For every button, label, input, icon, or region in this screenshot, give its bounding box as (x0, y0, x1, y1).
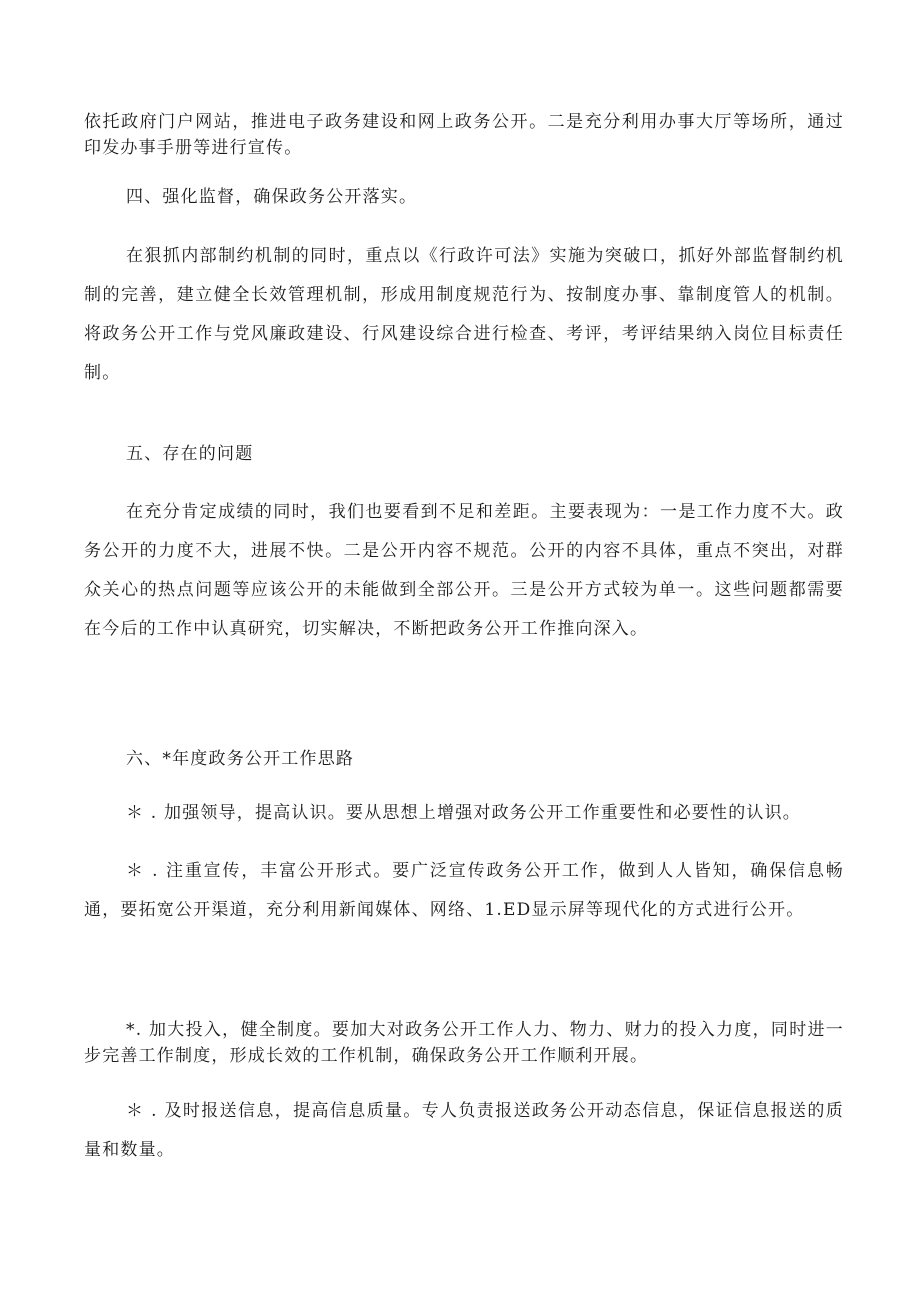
list-item-information-reporting: ＊ . 及时报送信息，提高信息质量。专人负责报送政务公开动态信息，保证信息报送的质量和数量。 (84, 1101, 844, 1160)
paragraph-portal-website: 依托政府门户网站，推进电子政务建设和网上政务公开。二是充分利用办事大厅等场所，通过印发办事手册等进行宣传。 (84, 112, 844, 158)
paragraph-existing-problems: 在充分肯定成绩的同时，我们也要看到不足和差距。主要表现为：一是工作力度不大。政务公开的力度不大，进展不快。二是公开内容不规范。公开的内容不具体，重点不突出，对群众关心的热点问题等应该公开的未能做到全部公开。三是公开方式较为单一。这些问题都需要在今后的工作中认真研究，切实解决，不断把政务公开工作推向深入。 (84, 502, 844, 639)
heading-section-five: 五、存在的问题 (126, 444, 254, 464)
heading-section-four: 四、强化监督，确保政务公开落实。 (126, 187, 418, 207)
list-item-investment: *. 加大投入，健全制度。要加大对政务公开工作人力、物力、财力的投入力度，同时进一步完善工作制度，形成长效的工作机制，确保政务公开工作顺利开展。 (84, 1020, 844, 1066)
list-item-leadership: ＊ . 加强领导，提高认识。要从思想上增强对政务公开工作重要性和必要性的认识。 (126, 803, 802, 823)
paragraph-supervision: 在狠抓内部制约机制的同时，重点以《行政许可法》实施为突破口，抓好外部监督制约机制的完善，建立健全长效管理机制，形成用制度规范行为、按制度办事、靠制度管人的机制。将政务公开工作与党风廉政建设、行风建设综合进行检查、考评，考评结果纳入岗位目标责任制。 (84, 246, 844, 383)
heading-section-six: 六、*年度政务公开工作思路 (126, 749, 355, 769)
list-item-publicity: ＊ . 注重宣传，丰富公开形式。要广泛宣传政务公开工作，做到人人皆知，确保信息畅通，要拓宽公开渠道，充分利用新闻媒体、网络、1.ED显示屏等现代化的方式进行公开。 (84, 861, 844, 920)
